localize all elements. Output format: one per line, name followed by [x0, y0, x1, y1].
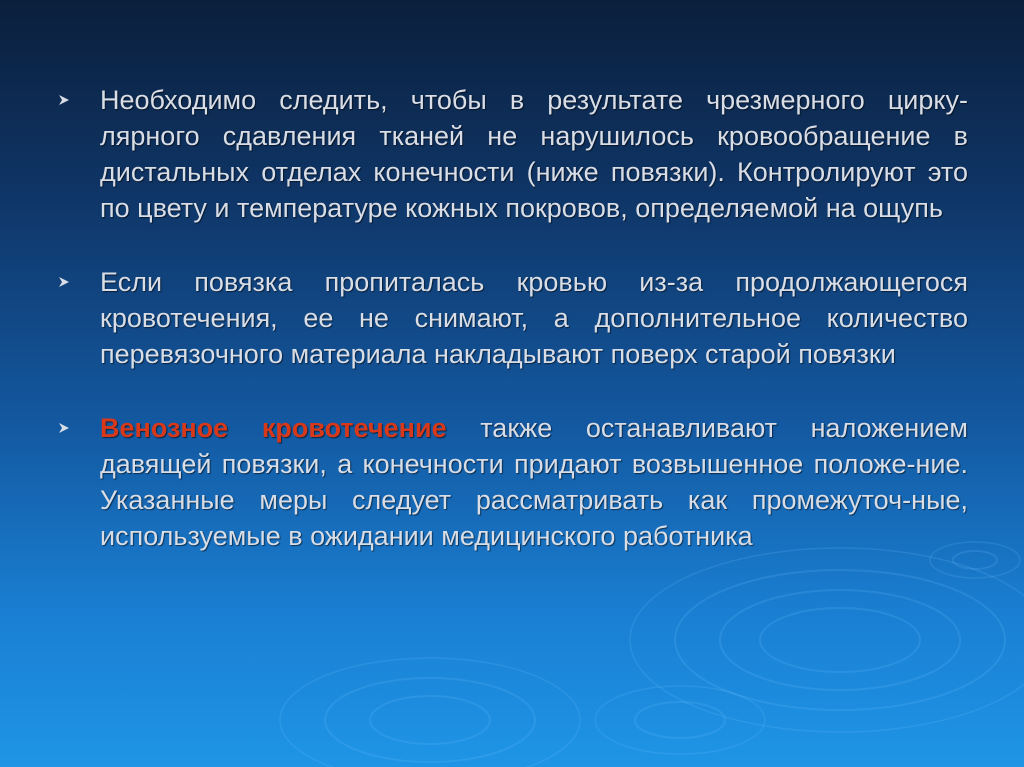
arrowhead-bullet-icon [58, 267, 82, 297]
bullet-text: Необходимо следить, чтобы в результате чрезмерного цирку-лярного сдавления тканей не нарушилось кровообращение в дистальных отделах конечности (ниже повязки). Контролируют это по цвету и температуре кожных покровов, определяемой на ощупь [100, 85, 968, 223]
arrowhead-bullet-icon [58, 413, 82, 443]
bullet-highlight: Венозное кровотечение [100, 413, 447, 443]
bullet-list [58, 82, 968, 592]
bullet-text: также останавливают наложением давящей повязки, а конечности придают возвышенное положе-ние. Указанные меры следует рассматривать как промежуточ-ные, используемые в ожидании медицинского работника [100, 413, 968, 551]
bullet-item-circulation [58, 82, 968, 226]
arrowhead-bullet-icon [58, 85, 82, 115]
bullet-item-venous-bleeding [58, 410, 968, 554]
bullet-item-soaked-bandage [58, 264, 968, 372]
bullet-text: Если повязка пропиталась кровью из-за продолжающегося кровотечения, ее не снимают, а дополнительное количество перевязочного материала накладывают поверх старой повязки [100, 267, 968, 369]
